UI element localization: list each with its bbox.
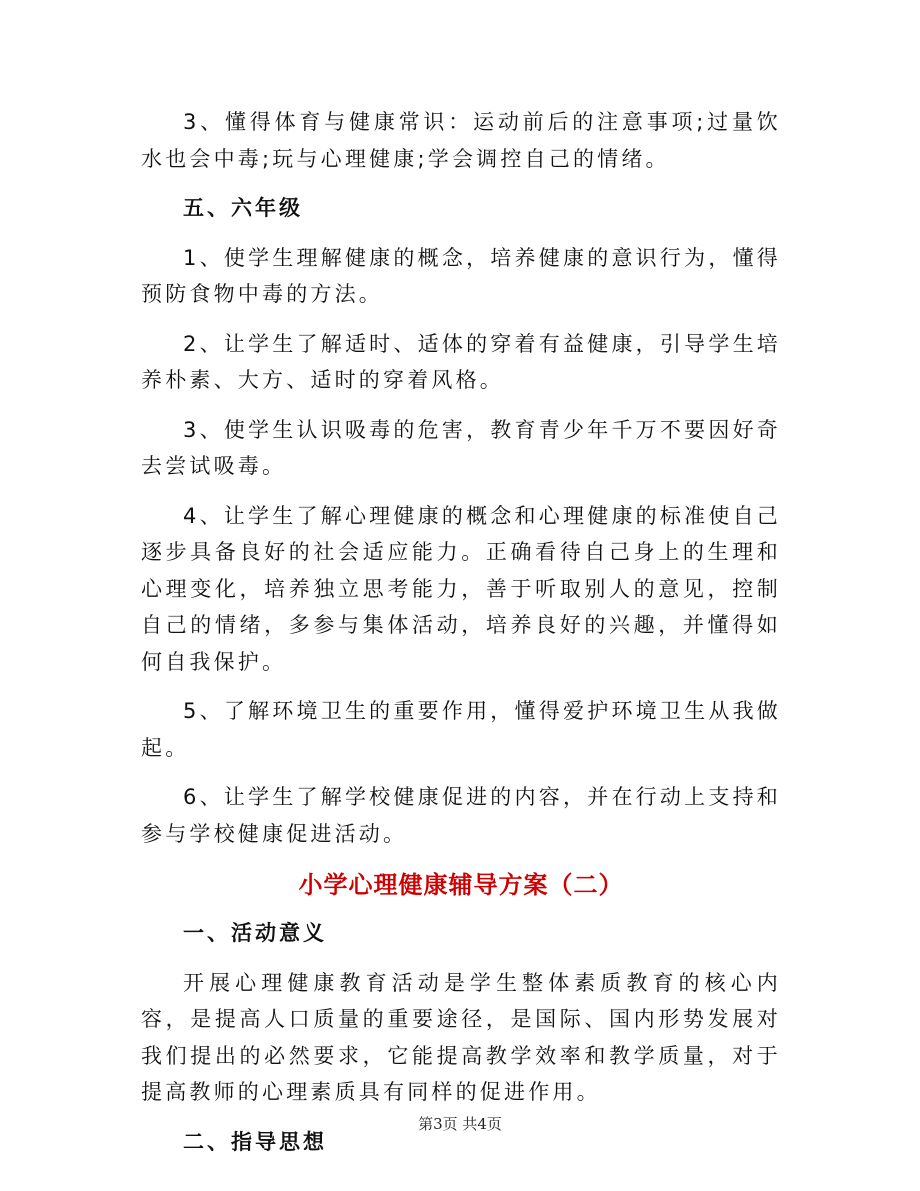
document-body [141,104,781,1173]
paragraph-activity-meaning: 开展心理健康教育活动是学生整体素质教育的核心内容，是提高人口质量的重要途径，是国际、国内形势发展对我们提出的必然要求，它能提高教学效率和教学质量，对于提高教师的心理素质具有同样的促进作用。 [141,970,781,1104]
paragraph-item-1: 1、使学生理解健康的概念，培养健康的意识行为，懂得预防食物中毒的方法。 [141,245,781,306]
section-heading-activity-meaning: 一、活动意义 [183,921,327,945]
paragraph-item-4: 4、让学生了解心理健康的概念和心理健康的标准使自己逐步具备良好的社会适应能力。正确看待自己身上的生理和心理变化，培养独立思考能力，善于听取别人的意见，控制自己的情绪，多参与集体活动，培养良好的兴趣，并懂得如何自我保护。 [141,503,781,674]
paragraph-item-6: 6、让学生了解学校健康促进的内容，并在行动上支持和参与学校健康促进活动。 [141,785,781,846]
section-heading-grade-5-6: 五、六年级 [183,196,303,220]
section-heading-guiding-ideology: 二、指导思想 [183,1129,327,1154]
paragraph-item-5: 5、了解环境卫生的重要作用，懂得爱护环境卫生从我做起。 [141,699,781,760]
paragraph-item-3b: 3、使学生认识吸毒的危害，教育青少年千万不要因好奇去尝试吸毒。 [141,417,781,478]
page-number-footer: 第3页 共4页 [418,1115,502,1133]
paragraph-item-2: 2、让学生了解适时、适体的穿着有益健康，引导学生培养朴素、大方、适时的穿着风格。 [141,331,781,392]
paragraph-item-3: 3、懂得体育与健康常识：运动前后的注意事项;过量饮水也会中毒;玩与心理健康;学会调控自己的情绪。 [141,110,781,171]
document-title: 小学心理健康辅导方案（二） [298,871,624,899]
